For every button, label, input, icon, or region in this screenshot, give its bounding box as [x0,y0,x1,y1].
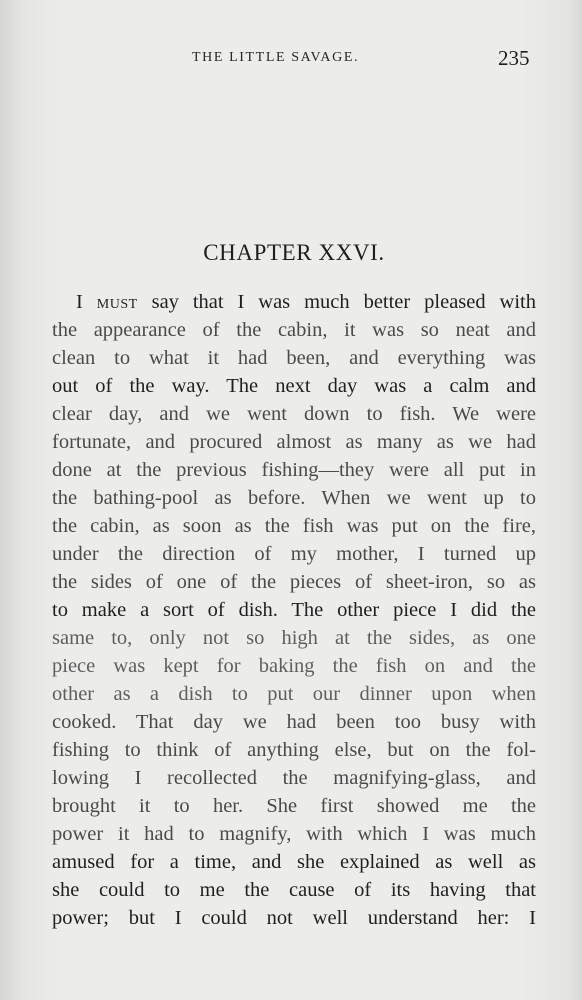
paragraph-line: she could to me the cause of its having that [52,879,536,901]
paragraph-line: piece was kept for baking the fish on and the [52,655,536,677]
paragraph-line: same to, only not so high at the sides, as one [52,627,536,649]
paragraph-line: the sides of one of the pieces of sheet-iron, so as [52,571,536,593]
paragraph-line: cooked. That day we had been too busy with [52,711,536,733]
paragraph-line-text: say that I was much better pleased with [137,291,536,313]
page-number: 235 [498,46,530,70]
running-title: THE LITTLE SAVAGE. [192,50,360,65]
paragraph-line: out of the way. The next day was a calm and [52,375,536,397]
paragraph-line [52,288,536,316]
paragraph-line: done at the previous fishing—they were all put in [52,459,536,481]
paragraph-line: power it had to magnify, with which I was much [52,823,536,845]
running-head [0,48,582,72]
chapter-heading: CHAPTER XXVI. [203,240,385,265]
paragraph-line: fortunate, and procured almost as many as we had [52,431,536,453]
paragraph-line: lowing I recollected the magnifying-glass, and [52,767,536,789]
paragraph-line: fishing to think of anything else, but on the fol- [52,739,536,761]
paragraph-line: the bathing-pool as before. When we went up to [52,487,536,509]
paragraph-line: the appearance of the cabin, it was so neat and [52,319,536,341]
paragraph-line: to make a sort of dish. The other piece I did the [52,599,536,621]
paragraph-opening-smallcaps: must [96,291,138,313]
paragraph-line: power; but I could not well understand her: I [52,907,536,929]
paragraph-line: the cabin, as soon as the fish was put on the fire, [52,515,536,537]
paragraph-line: clean to what it had been, and everything was [52,347,536,369]
paragraph-opening-word: I [76,291,83,313]
paragraph-line: other as a dish to put our dinner upon when [52,683,536,705]
paragraph-line: amused for a time, and she explained as well as [52,851,536,873]
paragraph-line: under the direction of my mother, I turned up [52,543,536,565]
paragraph-line: clear day, and we went down to fish. We were [52,403,536,425]
paragraph-line: brought it to her. She first showed me the [52,795,536,817]
chapter-paragraph [52,288,536,932]
